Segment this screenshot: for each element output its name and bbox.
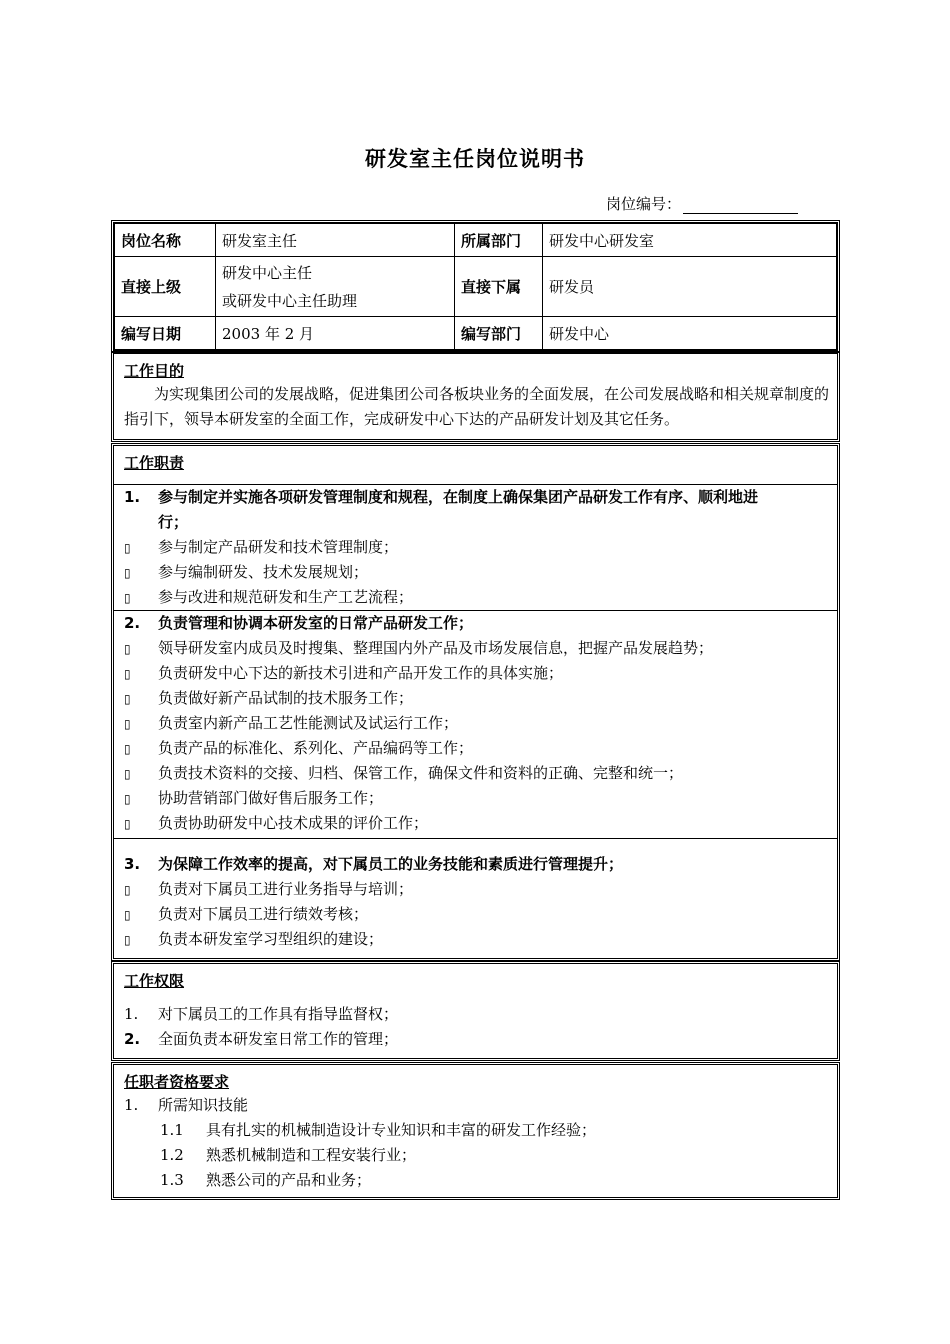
bullet-icon: ▯	[124, 908, 131, 922]
label-write-date: 编写日期	[115, 317, 216, 350]
list-item-text: 对下属员工的工作具有指导监督权；	[158, 1005, 399, 1023]
list-item-text: 负责对下属员工进行业务指导与培训；	[158, 880, 414, 898]
duty-group-title-cont: 行；	[158, 513, 189, 531]
list-item	[114, 736, 837, 761]
qualification-heading: 任职者资格要求	[124, 1073, 230, 1091]
list-item	[114, 1027, 837, 1052]
bullet-icon: ▯	[124, 883, 131, 897]
list-item	[114, 877, 837, 902]
value-write-department: 研发中心	[543, 317, 837, 350]
duty-group-1	[114, 485, 837, 610]
list-item	[114, 786, 837, 811]
list-item	[114, 711, 837, 736]
list-item	[114, 686, 837, 711]
value-department: 研发中心研发室	[543, 224, 837, 257]
superior-line-1: 研发中心主任	[222, 263, 313, 282]
bullet-icon: ▯	[124, 933, 131, 947]
list-item	[114, 535, 837, 560]
list-item	[114, 661, 837, 686]
sub-item-number: 1.2	[160, 1146, 184, 1164]
bullet-icon: ▯	[124, 667, 131, 681]
list-item-text: 参与改进和规范研发和生产工艺流程；	[158, 588, 414, 606]
list-item-text: 负责室内新产品工艺性能测试及试运行工作；	[158, 714, 459, 732]
list-item-text: 负责产品的标准化、系列化、产品编码等工作；	[158, 739, 474, 757]
label-direct-subordinate: 直接下属	[455, 257, 543, 317]
duties-heading: 工作职责	[124, 454, 185, 472]
bullet-icon: ▯	[124, 591, 131, 605]
sub-item-text: 具有扎实的机械制造设计专业知识和丰富的研发工作经验；	[206, 1121, 597, 1139]
list-item-text: 协助营销部门做好售后服务工作；	[158, 789, 384, 807]
authority-heading: 工作权限	[124, 972, 185, 990]
label-write-department: 编写部门	[455, 317, 543, 350]
bullet-icon: ▯	[124, 566, 131, 580]
list-item	[114, 761, 837, 786]
duty-group-number: 2.	[124, 614, 141, 632]
duty-group-number: 1.	[124, 488, 141, 506]
sub-item	[114, 1118, 837, 1143]
list-item	[114, 1002, 837, 1027]
sub-item-number: 1.1	[160, 1121, 184, 1139]
list-item-text: 负责研发中心下达的新技术引进和产品开发工作的具体实施；	[158, 664, 564, 682]
bullet-icon: ▯	[124, 692, 131, 706]
duties-section	[111, 443, 840, 961]
position-number	[606, 193, 798, 214]
list-item-text: 负责技术资料的交接、归档、保管工作，确保文件和资料的正确、完整和统一；	[158, 764, 684, 782]
list-item	[114, 636, 837, 661]
duty-group-2	[114, 611, 837, 836]
duty-group-title: 为保障工作效率的提高，对下属员工的业务技能和素质进行管理提升；	[158, 855, 624, 873]
info-row	[115, 257, 837, 317]
label-position-name: 岗位名称	[115, 224, 216, 257]
position-number-blank[interactable]	[683, 199, 798, 214]
bullet-icon: ▯	[124, 642, 131, 656]
list-item-text: 参与编制研发、技术发展规划；	[158, 563, 369, 581]
authority-section	[111, 961, 840, 1061]
purpose-section	[111, 351, 840, 442]
bullet-icon: ▯	[124, 767, 131, 781]
list-item-text: 全面负责本研发室日常工作的管理；	[158, 1030, 399, 1048]
value-write-date: 2003 年 2 月	[216, 317, 455, 350]
sub-item	[114, 1168, 837, 1193]
purpose-text: 为实现集团公司的发展战略，促进集团公司各板块业务的全面发展，在公司发展战略和相关规章制度的指引下，领导本研发室的全面工作，完成研发中心下达的产品研发计划及其它任务。	[124, 385, 830, 428]
info-table-box	[111, 220, 840, 353]
info-row	[115, 224, 837, 257]
list-item-text: 负责做好新产品试制的技术服务工作；	[158, 689, 414, 707]
list-item-text: 负责协助研发中心技术成果的评价工作；	[158, 814, 429, 832]
list-item	[114, 560, 837, 585]
list-item-number: 1.	[124, 1005, 139, 1023]
list-item	[114, 811, 837, 836]
info-row	[115, 317, 837, 350]
page-title: 研发室主任岗位说明书	[365, 147, 585, 171]
purpose-heading: 工作目的	[124, 362, 185, 380]
value-direct-superior	[216, 257, 455, 317]
bullet-icon: ▯	[124, 541, 131, 555]
duty-group-number: 3.	[124, 855, 141, 873]
label-department: 所属部门	[455, 224, 543, 257]
list-item-text: 所需知识技能	[158, 1096, 249, 1114]
duty-group-3	[114, 852, 837, 952]
bullet-icon: ▯	[124, 742, 131, 756]
divider	[114, 838, 837, 852]
info-table	[114, 223, 837, 350]
list-item-text: 领导研发室内成员及时搜集、整理国内外产品及市场发展信息，把握产品发展趋势；	[158, 639, 714, 657]
sub-item-number: 1.3	[160, 1171, 184, 1189]
sub-item-text: 熟悉机械制造和工程安装行业；	[206, 1146, 417, 1164]
list-item	[114, 585, 837, 610]
list-item-text: 负责本研发室学习型组织的建设；	[158, 930, 384, 948]
qualification-section	[111, 1062, 840, 1200]
list-item	[114, 1093, 837, 1118]
list-item-number: 1.	[124, 1096, 139, 1114]
label-direct-superior: 直接上级	[115, 257, 216, 317]
superior-line-2: 或研发中心主任助理	[222, 291, 358, 310]
list-item	[114, 927, 837, 952]
bullet-icon: ▯	[124, 817, 131, 831]
list-item-number: 2.	[124, 1030, 141, 1048]
value-position-name: 研发室主任	[216, 224, 455, 257]
list-item-text: 参与制定产品研发和技术管理制度；	[158, 538, 399, 556]
bullet-icon: ▯	[124, 792, 131, 806]
position-number-label: 岗位编号：	[606, 195, 682, 213]
list-item-text: 负责对下属员工进行绩效考核；	[158, 905, 369, 923]
list-item	[114, 902, 837, 927]
bullet-icon: ▯	[124, 717, 131, 731]
duty-group-title: 参与制定并实施各项研发管理制度和规程，在制度上确保集团产品研发工作有序、顺利地进	[158, 488, 759, 506]
value-direct-subordinate: 研发员	[543, 257, 837, 317]
duty-group-title: 负责管理和协调本研发室的日常产品研发工作；	[158, 614, 474, 632]
sub-item-text: 熟悉公司的产品和业务；	[206, 1171, 372, 1189]
sub-item	[114, 1143, 837, 1168]
